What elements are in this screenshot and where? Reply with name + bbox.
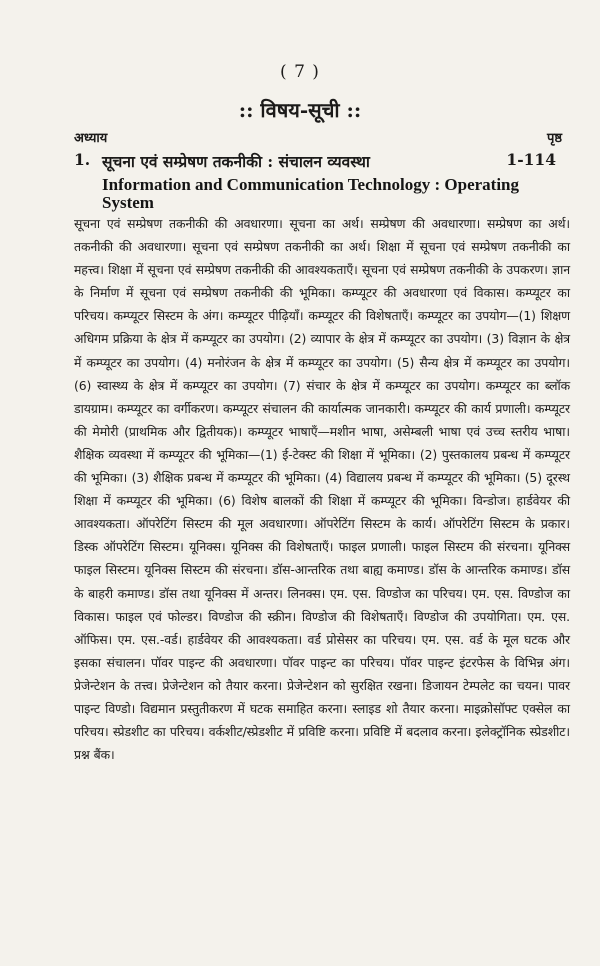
chapter-column-label: अध्याय bbox=[74, 131, 108, 146]
page-number: ( 7 ) bbox=[280, 62, 320, 82]
column-headers bbox=[74, 128, 562, 148]
chapter-title-english: Information and Communication Technology : Operating System bbox=[102, 175, 520, 212]
toc-heading: :: विषय-सूची :: bbox=[238, 98, 362, 122]
chapter-number: 1. bbox=[74, 150, 91, 169]
chapter-contents: सूचना एवं सम्प्रेषण तकनीकी की अवधारणा। सूचना का अर्थ। सम्प्रेषण की अवधारणा। सम्प्रेषण का अर्थ। तकनीकी की अवधारणा। सूचना एवं सम्प्रेषण तकनीकी का अर्थ। शिक्षा में सूचना एवं सम्प्रेषण तकनीकी का महत्त्व। शिक्षा में सूचना एवं सम्प्रेषण तकनीकी की आवश्यकताएँ। सूचना एवं सम्प्रेषण तकनीकी के उपकरण। ज्ञान के निर्माण में सूचना एवं सम्प्रेषण तकनीकी की भूमिका। कम्प्यूटर की अवधारणा एवं विकास। कम्प्यूटर का परिचय। कम्प्यूटर सिस्टम के अंग। कम्प्यूटर पीढ़ियाँ। कम्प्यूटर की विशेषताएँ। कम्प्यूटर का उपयोग—(1) शिक्षण अधिगम प्रक्रिया के क्षेत्र में कम्प्यूटर का उपयोग। (2) व्यापार के क्षेत्र में कम्प्यूटर का उपयोग। (3) विज्ञान के क्षेत्र में कम्प्यूटर का उपयोग। (4) मनोरंजन के क्षेत्र में कम्प्यूटर का उपयोग। (5) सैन्य क्षेत्र में कम्प्यूटर का उपयोग। (6) स्वास्थ्य के क्षेत्र में कम्प्यूटर का उपयोग। (7) संचार के क्षेत्र में कम्प्यूटर का उपयोग। कम्प्यूटर का ब्लॉक डायग्राम। कम्प्यूटर का वर्गीकरण। कम्प्यूटर संचालन की कार्यात्मक जानकारी। कम्प्यूटर की कार्य प्रणाली। कम्प्यूटर की मेमोरी (प्राथमिक और द्वितीयक)। कम्प्यूटर भाषाएँ—मशीन भाषा, असेम्बली भाषा एवं उच्च स्तरीय भाषा। शैक्षिक व्यवस्था में कम्प्यूटर की भूमिका—(1) ई-टेक्स्ट की शिक्षा में भूमिका। (2) पुस्तकालय प्रबन्ध में कम्प्यूटर की भूमिका। (3) शैक्षिक प्रबन्ध में कम्प्यूटर की भूमिका। (4) विद्यालय प्रबन्ध में कम्प्यूटर की भूमिका। (5) दूरस्थ शिक्षा में कम्प्यूटर की भूमिका। (6) विशेष बालकों की शिक्षा में कम्प्यूटर की भूमिका। विन्डोज। हार्डवेयर की आवश्यकता। ऑपरेटिंग सिस्टम की मूल अवधारणा। ऑपरेटिंग सिस्टम के कार्य। ऑपरेटिंग सिस्टम के प्रकार। डिस्क ऑपरेटिंग सिस्टम। यूनिक्स। यूनिक्स की विशेषताएँ। फाइल प्रणाली। फाइल सिस्टम की संरचना। यूनिक्स फाइल सिस्टम। यूनिक्स सिस्टम की संरचना। डॉस-आन्तरिक तथा बाह्य कमाण्ड। डॉस के आन्तरिक कमाण्ड। डॉस के बाहरी कमाण्ड। डॉस तथा यूनिक्स में अन्तर। लिनक्स। एम. एस. विण्डोज का परिचय। एम. एस. विण्डोज का विकास। फाइल एवं फोल्डर। विण्डोज की स्क्रीन। विण्डोज की विशेषताएँ। विण्डोज की उपयोगिता। एम. एस. ऑफिस। एम. एस.-वर्ड। हार्डवेयर की आवश्यकता। वर्ड प्रोसेसर का परिचय। एम. एस. वर्ड के मूल घटक और इसका संचालन। पॉवर पाइन्ट की अवधारणा। पॉवर पाइन्ट का परिचय। पॉवर पाइन्ट इंटरफेस के विभिन्न अंग। प्रेजेन्टेशन के तत्त्व। प्रेजेन्टेशन को तैयार करना। प्रेजेन्टेशन को सुरक्षित रखना। डिजायन टेम्पलेट का चयन। पावर पाइन्ट विण्डो। विद्यमान प्रस्तुतीकरण में घटक समाहित करना। स्लाइड शो तैयार करना। माइक्रोसॉफ्ट एक्सेल का परिचय। स्प्रेडशीट का परिचय। वर्कशीट/स्प्रेडशीट में प्रविष्टि करना। प्रविष्टि में बदलाव करना। इलेक्ट्रॉनिक स्प्रेडशीट। प्रश्न बैंक। bbox=[74, 216, 570, 763]
chapter-entry bbox=[74, 150, 562, 174]
chapter-page-range: 1-114 bbox=[506, 150, 556, 169]
chapter-title-hindi: सूचना एवं सम्प्रेषण तकनीकी : संचालन व्यवस्था bbox=[102, 152, 370, 171]
page-column-label: पृष्ठ bbox=[546, 131, 562, 146]
